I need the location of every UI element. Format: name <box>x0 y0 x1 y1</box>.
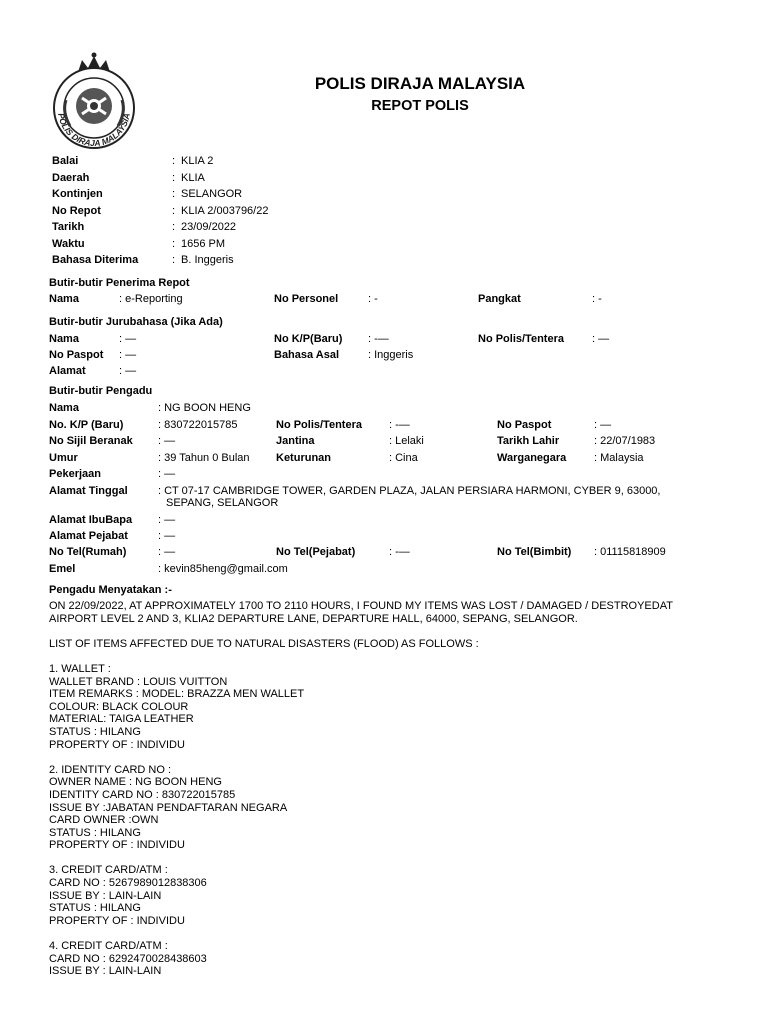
complainant-kp-label: No. K/P (Baru) <box>49 418 124 431</box>
no-repot-value: KLIA 2/003796/22 <box>181 204 269 217</box>
colon: : <box>172 237 176 250</box>
complainant-ibubapa-label: Alamat IbuBapa <box>49 514 133 526</box>
receiver-nama-label: Nama <box>49 293 79 305</box>
complainant-emel-label: Emel <box>49 562 76 575</box>
complainant-ibubapa-value: : — <box>158 514 176 526</box>
interpreter-nama-label: Nama <box>49 333 79 345</box>
interpreter-bahasa-value: : Inggeris <box>368 349 414 361</box>
interpreter-bahasa-label: Bahasa Asal <box>274 349 340 361</box>
receiver-pangkat-value: : - <box>592 293 602 305</box>
tarikh-value: 23/09/2022 <box>181 221 237 233</box>
complainant-telbimbit-value: : 01115818909 <box>594 546 666 558</box>
complainant-telpejabat-label: No Tel(Pejabat) <box>276 546 356 558</box>
complainant-pekerjaan-label: Pekerjaan <box>49 468 101 480</box>
page-subtitle: REPOT POLIS <box>371 98 469 114</box>
no-repot-label: No Repot <box>52 204 101 217</box>
complainant-jantina-label: Jantina <box>276 435 315 447</box>
balai-value: KLIA 2 <box>181 155 214 167</box>
colon: : <box>172 171 176 184</box>
receiver-personel-label: No Personel <box>274 293 339 305</box>
complainant-pejabat-value: : — <box>158 530 176 542</box>
complainant-keturunan-value: : Cina <box>389 451 418 464</box>
complainant-polis-value: : -— <box>389 418 410 431</box>
complainant-paspot-label: No Paspot <box>497 418 552 431</box>
crest-ring-text: POLIS DIRAJA MALAYSIA <box>56 112 132 149</box>
complainant-heading: Butir-butir Pengadu <box>49 385 153 397</box>
interpreter-kp-label: No K/P(Baru) <box>274 333 343 345</box>
complainant-lahir-value: : 22/07/1983 <box>594 435 656 447</box>
tarikh-label: Tarikh <box>52 221 85 233</box>
receiver-personel-value: : - <box>368 293 378 305</box>
interpreter-alamat-label: Alamat <box>49 365 86 377</box>
colon: : <box>172 221 176 233</box>
complainant-telrumah-value: : — <box>158 546 176 558</box>
complainant-pejabat-label: Alamat Pejabat <box>49 530 128 542</box>
complainant-umur-label: Umur <box>49 451 78 464</box>
complainant-nama-label: Nama <box>49 402 79 414</box>
complainant-pekerjaan-value: : — <box>158 468 176 480</box>
waktu-value: 1656 PM <box>181 237 226 250</box>
daerah-label: Daerah <box>52 171 90 184</box>
complainant-polis-label: No Polis/Tentera <box>276 418 362 431</box>
complainant-alamat-label: Alamat Tinggal <box>49 485 128 497</box>
complainant-sijil-value: : — <box>158 435 176 447</box>
interpreter-paspot-value: : — <box>119 349 137 361</box>
complainant-telrumah-label: No Tel(Rumah) <box>49 546 127 558</box>
receiver-nama-value: : e-Reporting <box>119 293 183 305</box>
page-title: POLIS DIRAJA MALAYSIA <box>314 74 526 93</box>
complainant-sijil-label: No Sijil Beranak <box>49 435 133 447</box>
complainant-lahir-label: Tarikh Lahir <box>497 435 560 447</box>
colon: : <box>172 254 176 266</box>
complainant-alamat-value-1: : CT 07-17 CAMBRIDGE TOWER, GARDEN PLAZA, JALAN PERSIARA HARMONI, CYBER 9, 63000, <box>158 485 661 497</box>
interpreter-heading: Butir-butir Jurubahasa (Jika Ada) <box>49 316 223 328</box>
statement-heading: Pengadu Menyatakan :- <box>49 584 172 596</box>
bahasa-diterima-label: Bahasa Diterima <box>52 254 139 266</box>
colon: : <box>172 188 176 200</box>
complainant-telbimbit-label: No Tel(Bimbit) <box>497 546 572 558</box>
kontinjen-label: Kontinjen <box>52 188 103 200</box>
interpreter-polis-value: : — <box>592 333 610 345</box>
complainant-emel-value: : kevin85heng@gmail.com <box>158 562 288 575</box>
interpreter-nama-value: : — <box>119 333 137 345</box>
complainant-warga-value: : Malaysia <box>594 451 644 464</box>
receiver-heading: Butir-butir Penerima Repot <box>49 277 190 289</box>
complainant-jantina-value: : Lelaki <box>389 435 424 447</box>
complainant-alamat-value-2: SEPANG, SELANGOR <box>166 497 279 509</box>
interpreter-kp-value: : -— <box>368 333 389 345</box>
receiver-pangkat-label: Pangkat <box>478 293 521 305</box>
complainant-keturunan-label: Keturunan <box>276 451 331 464</box>
complainant-warga-label: Warganegara <box>497 451 567 464</box>
waktu-label: Waktu <box>52 237 85 250</box>
balai-label: Balai <box>52 155 79 167</box>
statement-text: ON 22/09/2022, AT APPROXIMATELY 1700 TO 2110 HOURS, I FOUND MY ITEMS WAS LOST / DAMAGED / DESTROYEDAT AIRPORT LEVEL 2 AND 3, KLIA2 DEPARTURE LANE, DEPARTURE HALL, 64000, SEPANG, SELANGOR. LIST OF ITEMS AFFECTED DUE TO NATURAL DISASTERS (FLOOD) AS FOLLOWS : 1. WALLET : WALLET BRAND : LOUIS VUITTON ITEM REMARKS : MODEL: BRAZZA MEN WALLET COLOUR: BLACK COLOUR MATERIAL: TAIGA LEATHER STATUS : HILANG PROPERTY OF : INDIVIDU 2. IDENTITY CARD NO : OWNER NAME : NG BOON HENG IDENTITY CARD NO : 830722015785 ISSUE BY :JABATAN PENDAFTARAN NEGARA CARD OWNER :OWN STATUS : HILANG PROPERTY OF : INDIVIDU 3. CREDIT CARD/ATM : CARD NO : 5267989012838306 ISSUE BY : LAIN-LAIN STATUS : HILANG PROPERTY OF : INDIVIDU 4. CREDIT CARD/ATM : CARD NO : 6292470028438603 ISSUE BY : LAIN-LAIN <box>49 600 673 978</box>
police-crest-icon <box>42 50 146 154</box>
colon: : <box>172 204 176 217</box>
complainant-paspot-value: : — <box>594 418 612 431</box>
complainant-kp-value: : 830722015785 <box>158 418 238 431</box>
daerah-value: KLIA <box>181 171 205 184</box>
complainant-nama-value: : NG BOON HENG <box>158 402 251 414</box>
complainant-umur-value: : 39 Tahun 0 Bulan <box>158 451 250 464</box>
interpreter-paspot-label: No Paspot <box>49 349 104 361</box>
bahasa-diterima-value: B. Inggeris <box>181 254 234 266</box>
complainant-telpejabat-value: : -— <box>389 546 410 558</box>
colon: : <box>172 155 176 167</box>
kontinjen-value: SELANGOR <box>181 188 243 200</box>
interpreter-alamat-value: : — <box>119 365 137 377</box>
interpreter-polis-label: No Polis/Tentera <box>478 333 564 345</box>
